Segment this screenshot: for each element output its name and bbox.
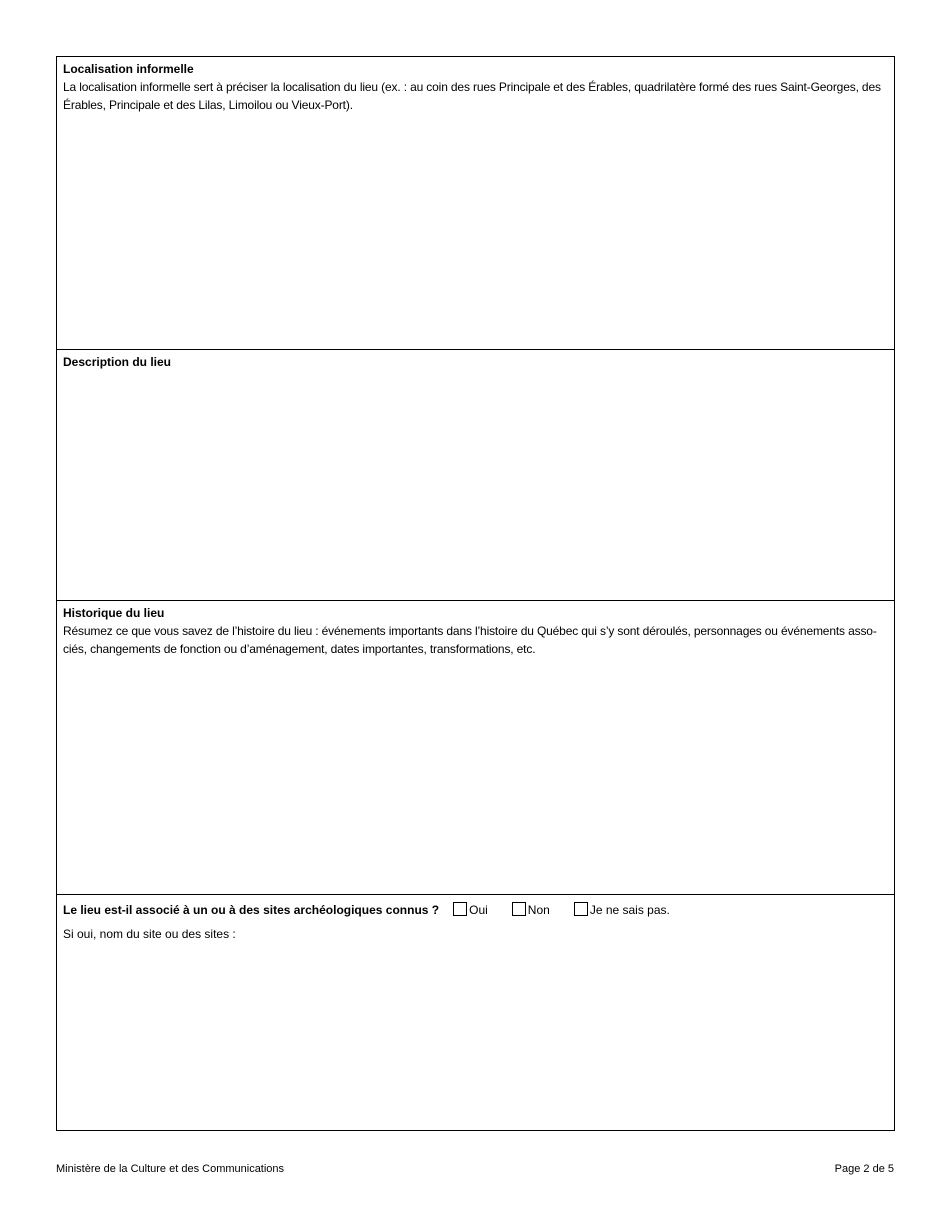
option-oui[interactable]: [453, 901, 488, 919]
footer-page-number: Page 2 de 5: [834, 1163, 894, 1175]
description-field[interactable]: [57, 350, 894, 601]
checkbox-non[interactable]: [512, 902, 526, 916]
sites-label: Si oui, nom du site ou des sites :: [63, 927, 236, 941]
archeologie-question: Le lieu est-il associé à un ou à des sites archéologiques connus ?: [63, 903, 440, 917]
localisation-title: Localisation informelle: [63, 62, 194, 76]
archeologie-section: [57, 895, 894, 1130]
localisation-field[interactable]: [57, 57, 894, 350]
localisation-instructions: La localisation informelle sert à préciser la localisation du lieu (ex. : au coin des rues Principale et des Érables, quadrilatère formé des rues Saint-Georges, des Érables, Principale et des Lilas, Limoilou ou Vieux-Port).: [63, 80, 881, 112]
option-non-label: Non: [527, 903, 550, 917]
historique-field[interactable]: [57, 601, 894, 895]
form-table: [56, 56, 895, 1131]
option-je-ne-sais-pas-label: Je ne sais pas.: [589, 903, 670, 917]
checkbox-oui[interactable]: [453, 902, 467, 916]
historique-instructions: Résumez ce que vous savez de l’histoire du lieu : événements importants dans l’histoire du Québec qui s’y sont déroulés, personnages ou événements associés, changements de fonction ou d’aménagement, dates importantes, transformations, etc.: [63, 624, 877, 656]
option-non[interactable]: [512, 901, 550, 919]
archeologie-question-row: [63, 901, 888, 919]
checkbox-je-ne-sais-pas[interactable]: [574, 902, 588, 916]
option-je-ne-sais-pas[interactable]: [574, 901, 670, 919]
historique-title: Historique du lieu: [63, 606, 165, 620]
description-title: Description du lieu: [63, 355, 172, 369]
footer-organization: Ministère de la Culture et des Communications: [56, 1163, 285, 1175]
option-oui-label: Oui: [469, 903, 488, 917]
